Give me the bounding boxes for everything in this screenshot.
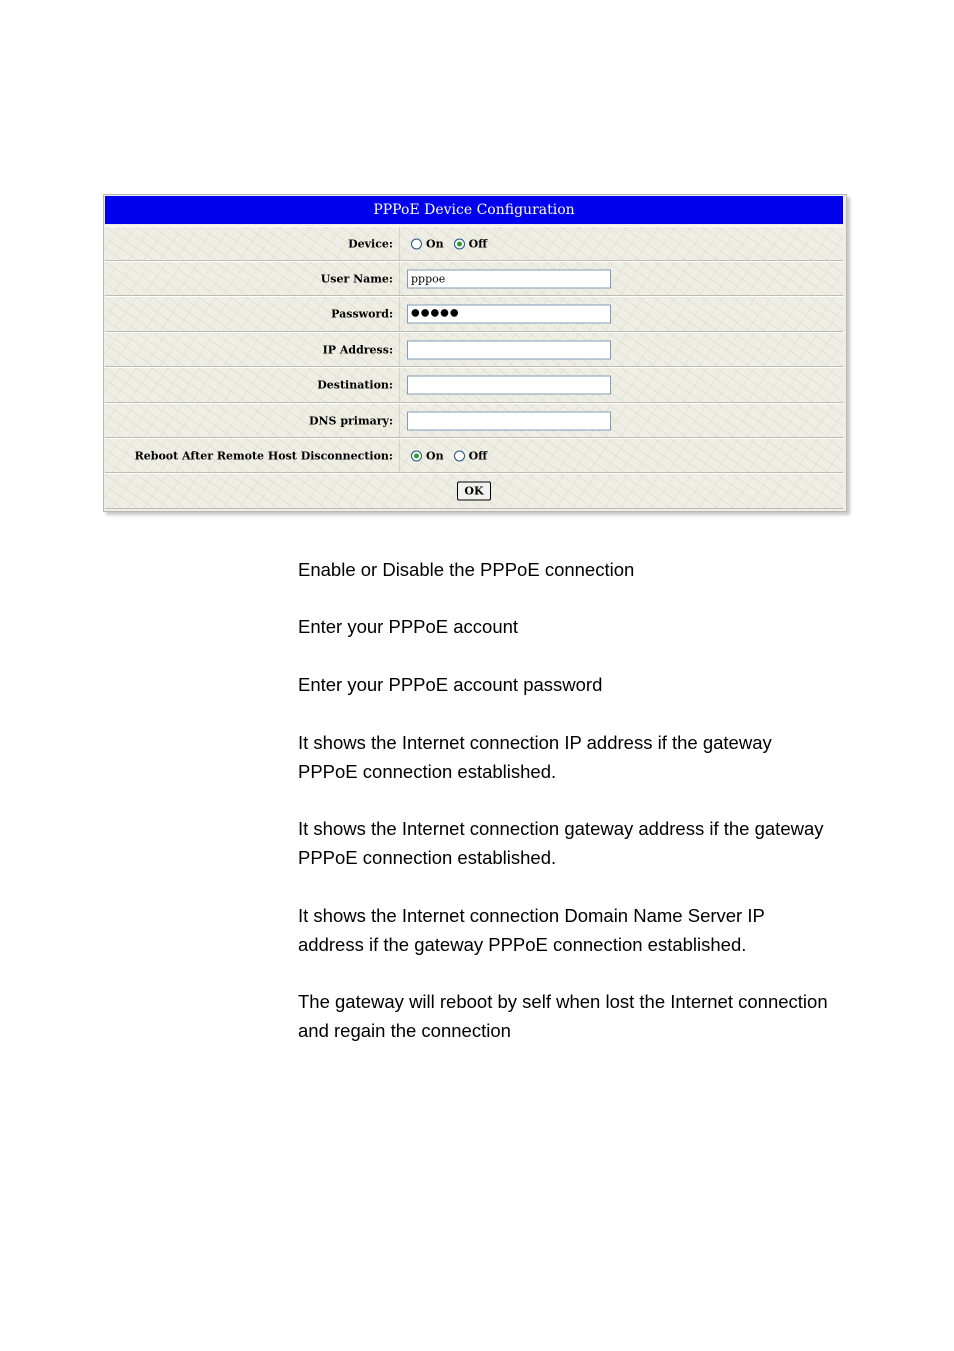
- user-name-description: Enter your PPPoE account: [298, 616, 519, 637]
- password-input[interactable]: ●●●●●: [407, 305, 611, 324]
- password-label: Password:: [331, 307, 393, 321]
- user-name-row: [105, 261, 843, 296]
- reboot-on-label: On: [426, 449, 444, 462]
- device-label: Device:: [348, 237, 393, 250]
- ip-address-input[interactable]: [407, 340, 611, 359]
- reboot-off-label: Off: [468, 449, 488, 462]
- reboot-label: Reboot After Remote Host Disconnection:: [134, 449, 393, 462]
- device-description: Enable or Disable the PPPoE connection: [298, 559, 635, 580]
- device-row: [105, 226, 843, 261]
- ip-address-label: IP Address:: [322, 343, 393, 356]
- ip-address-row: [105, 332, 843, 367]
- panel-title: PPPoE Device Configuration: [105, 196, 843, 224]
- device-on-label: On: [426, 237, 444, 250]
- reboot-radio-group: [411, 449, 493, 462]
- pppoe-config-panel: [103, 194, 847, 512]
- reboot-row: [105, 438, 843, 473]
- reboot-description: The gateway will reboot by self when lost the Internet connection and regain the connection: [298, 991, 828, 1041]
- user-name-input[interactable]: pppoe: [407, 269, 611, 288]
- destination-input[interactable]: [407, 376, 611, 395]
- dns-primary-row: [105, 403, 843, 438]
- ok-row: [105, 473, 843, 509]
- destination-label: Destination:: [317, 378, 393, 392]
- ok-button[interactable]: OK: [457, 482, 491, 501]
- destination-row: [105, 367, 843, 403]
- ip-address-description: It shows the Internet connection IP address if the gateway PPPoE connection established.: [298, 732, 772, 782]
- dns-primary-input[interactable]: [407, 411, 611, 430]
- password-description: Enter your PPPoE account password: [298, 674, 603, 695]
- password-row: [105, 296, 843, 332]
- destination-description: It shows the Internet connection gateway address if the gateway PPPoE connection established.: [298, 818, 824, 868]
- reboot-on-radio[interactable]: [411, 450, 422, 461]
- device-off-radio[interactable]: [454, 238, 465, 249]
- device-off-label: Off: [468, 237, 488, 250]
- reboot-off-radio[interactable]: [454, 450, 465, 461]
- user-name-label: User Name:: [320, 272, 393, 285]
- dns-primary-description: It shows the Internet connection Domain Name Server IP address if the gateway PPPoE connection established.: [298, 905, 765, 955]
- device-on-radio[interactable]: [411, 238, 422, 249]
- device-radio-group: [411, 237, 493, 250]
- dns-primary-label: DNS primary:: [308, 414, 393, 427]
